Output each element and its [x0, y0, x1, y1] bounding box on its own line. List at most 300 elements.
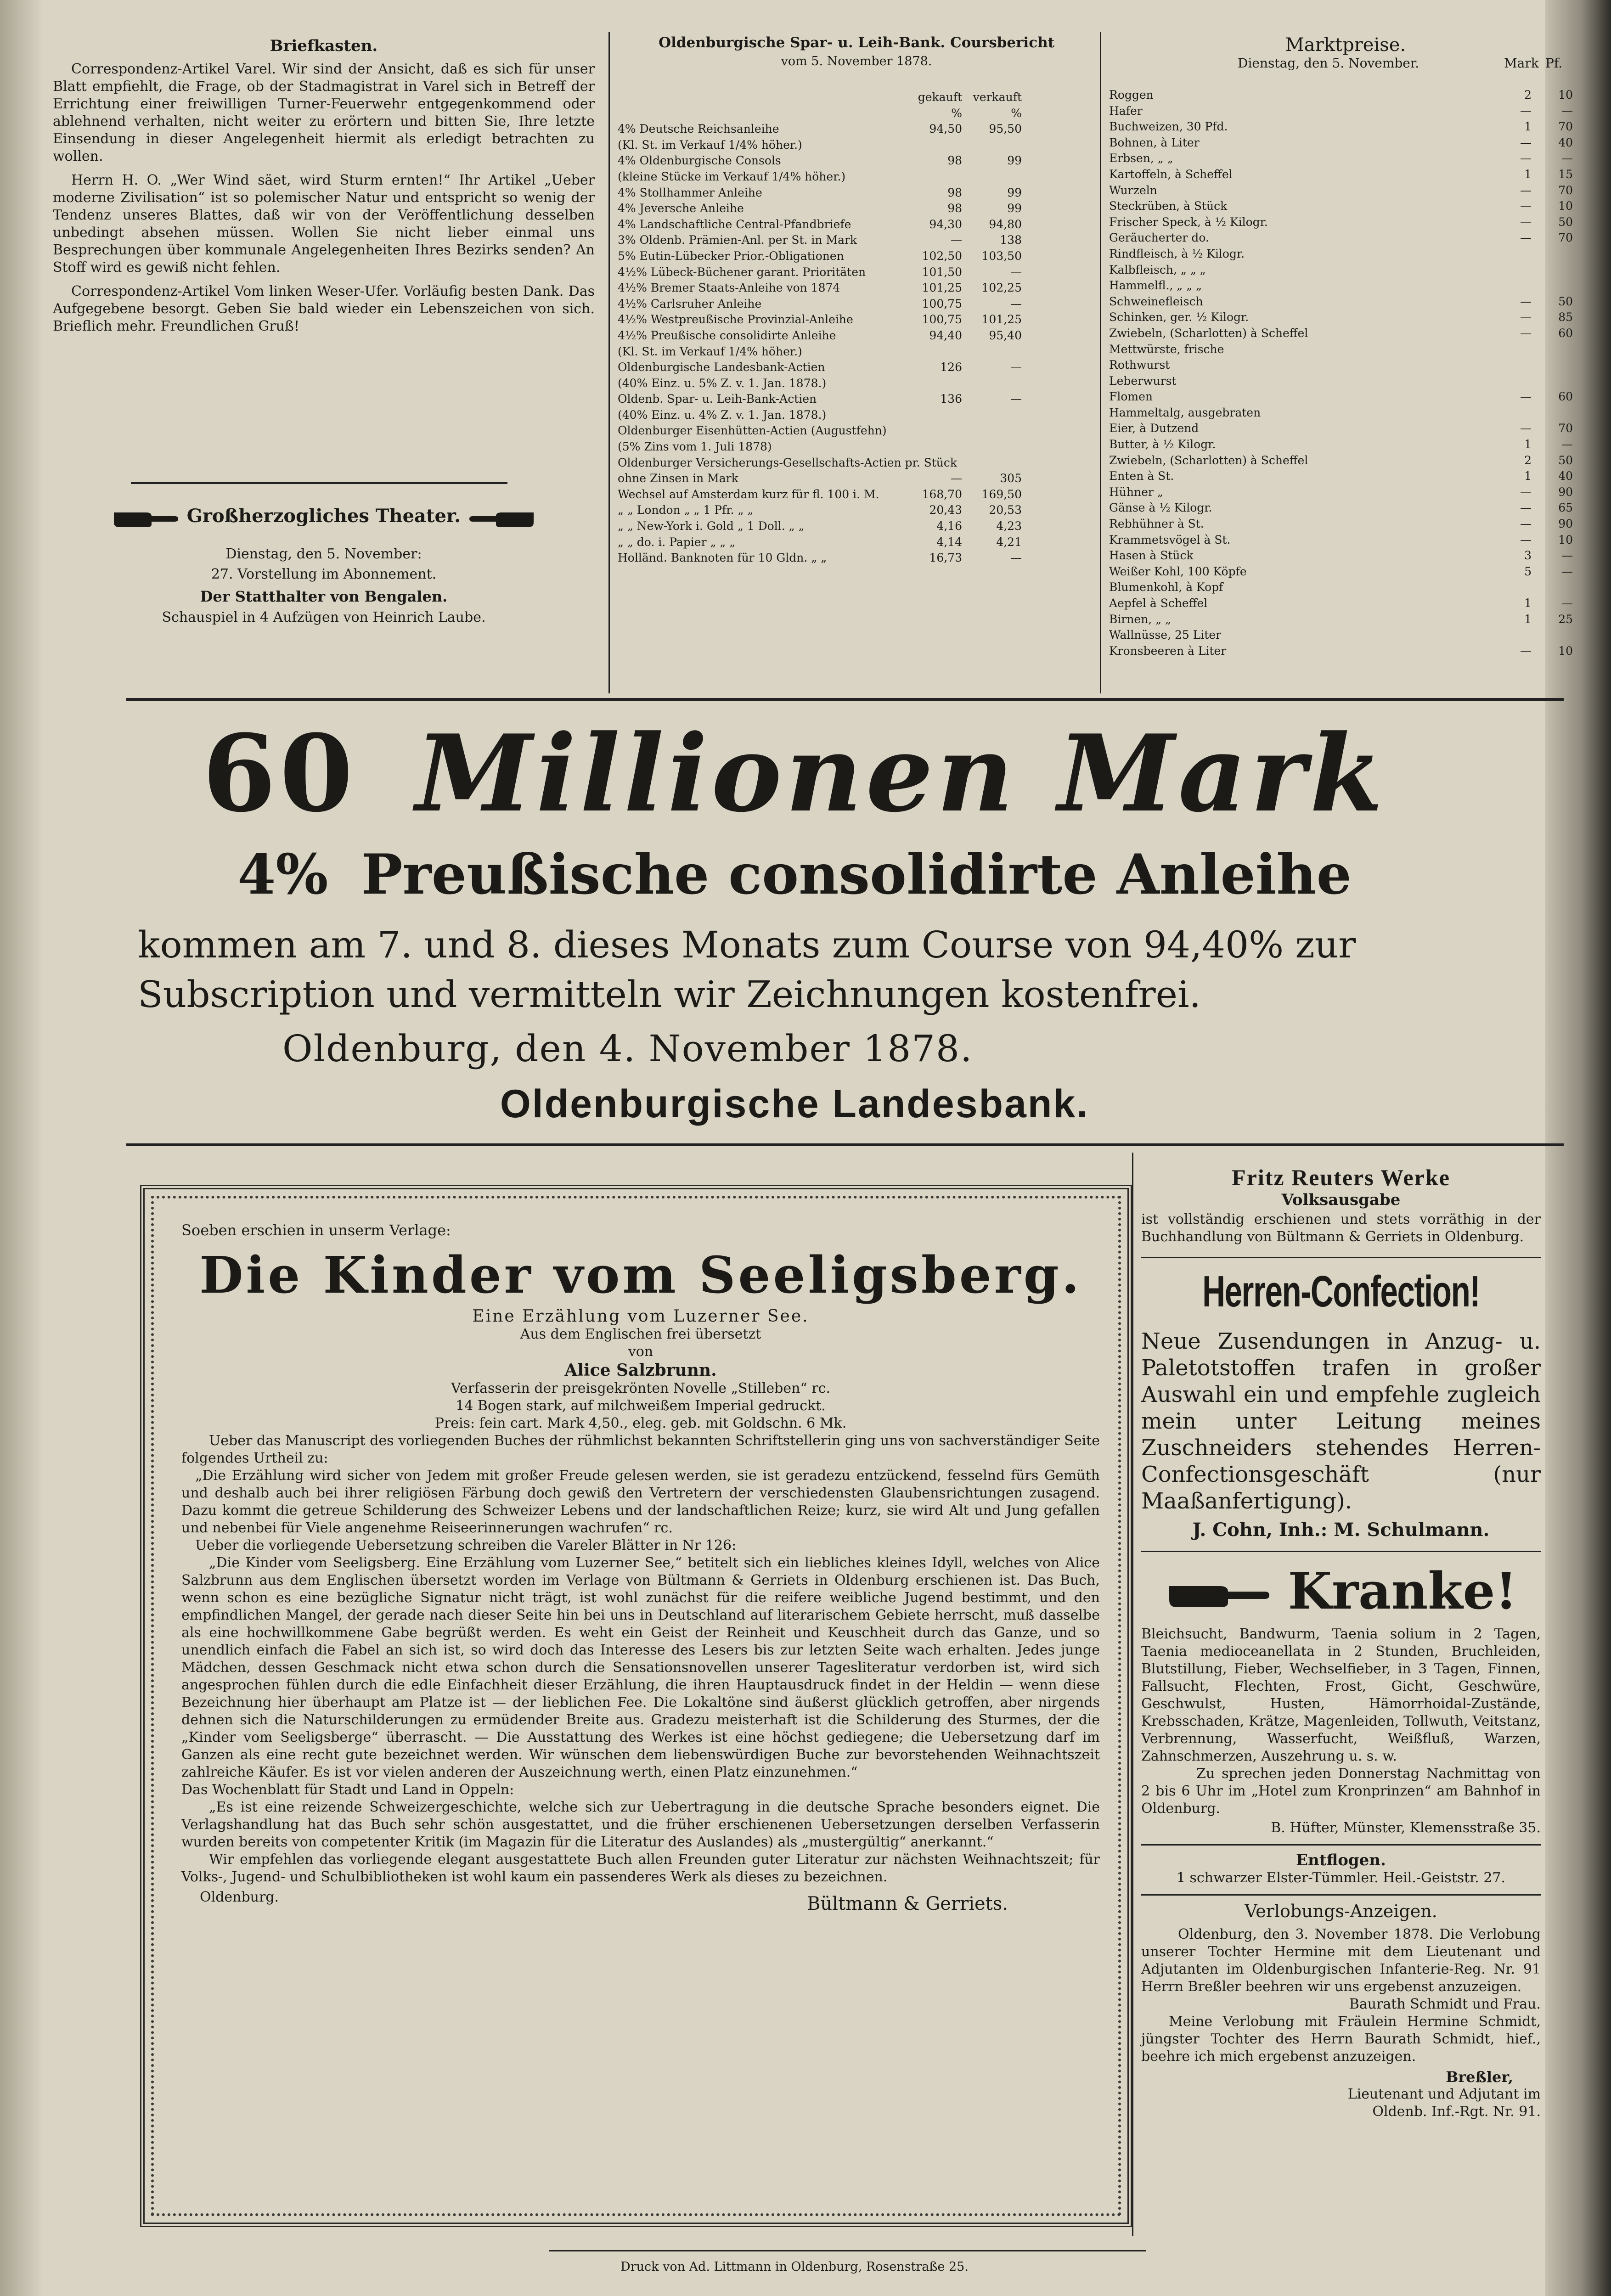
row-label: Wurzeln — [1109, 183, 1157, 197]
row-value: — — [1561, 549, 1573, 563]
kursbericht-row — [618, 407, 1095, 423]
book-subtitle: Eine Erzählung vom Luzerner See. — [472, 1307, 809, 1326]
marktpreise-row — [1109, 580, 1582, 596]
theater-performance: 27. Vorstellung im Abonnement. — [211, 566, 437, 582]
row-value: — — [1561, 152, 1573, 165]
row-value: 100,75 — [922, 313, 962, 326]
row-label: Krammetsvögel à St. — [1109, 533, 1231, 546]
book-intro: Soeben erschien in unserm Verlage: — [181, 1221, 451, 1239]
column-unit: % — [1011, 106, 1022, 120]
row-value: — — [1520, 485, 1532, 499]
row-label: Birnen, „ „ — [1109, 612, 1172, 626]
row-value: 70 — [1558, 120, 1573, 134]
row-value: 94,80 — [989, 217, 1022, 231]
entflogen-title: Entflogen. — [1296, 1851, 1386, 1869]
divider — [1141, 1257, 1541, 1258]
row-label: Leberwurst — [1109, 374, 1177, 388]
kursbericht-row — [618, 471, 1095, 487]
book-body: „Es ist eine reizende Schweizergeschichte, welche sich zur Uebertragung in die deutsche Sprache besonders eignet. Die Verlagshandlung hat das Buch sehr schön ausgestattet, und die früher erschienenen Uebersetzungen derselben Verfasserin wurden bereits von competenter Kritik (im Magazin für die Literatur des Auslandes) als „mustergültig“ anerkannt.“ — [181, 1799, 1100, 1850]
row-value: 102,50 — [922, 249, 962, 263]
marktpreise-date: Dienstag, den 5. November. — [1238, 56, 1419, 71]
book-place: Oldenburg. — [200, 1889, 279, 1905]
marktpreise-row — [1109, 405, 1582, 421]
kursbericht-row — [618, 360, 1095, 376]
row-label: Butter, à ½ Kilogr. — [1109, 438, 1216, 451]
row-label: (5% Zins vom 1. Juli 1878) — [618, 440, 772, 454]
marktpreise-row — [1109, 453, 1582, 469]
marktpreise-table — [1109, 87, 1582, 659]
right-ads-column — [1141, 1164, 1541, 2121]
briefkasten-title: Briefkasten. — [270, 37, 378, 55]
marktpreise-row — [1109, 198, 1582, 214]
row-value: 70 — [1558, 183, 1573, 197]
millionen-headline — [44, 712, 1545, 836]
row-value: 4,23 — [996, 519, 1022, 533]
book-format: 14 Bogen stark, auf milchweißem Imperial gedruckt. — [456, 1398, 826, 1414]
row-label: Kartoffeln, à Scheffel — [1109, 167, 1233, 181]
pointing-hand-icon — [112, 506, 180, 529]
row-value: 40 — [1558, 469, 1573, 483]
reuter-title: Fritz Reuters Werke — [1232, 1165, 1450, 1190]
pointing-hand-icon — [467, 506, 536, 529]
row-label: Hammelfl., „ „ „ — [1109, 279, 1202, 293]
kursbericht-row — [618, 264, 1095, 281]
row-value: 70 — [1558, 422, 1573, 435]
row-value: 4,21 — [996, 535, 1022, 549]
row-value: 126 — [940, 360, 962, 374]
row-value: 50 — [1558, 453, 1573, 467]
verlobung-body: Meine Verlobung mit Fräulein Hermine Schmidt, jüngster Tochter des Herrn Baurath Schmidt, hief., beehre ich mich ergebenst anzuzeigen. — [1141, 2014, 1541, 2065]
book-body: Das Wochenblatt für Stadt und Land in Oppeln: — [181, 1782, 514, 1798]
row-value: — — [1561, 104, 1573, 118]
kursbericht-row — [618, 296, 1095, 312]
confection-signature: J. Cohn, Inh.: M. Schulmann. — [1192, 1519, 1490, 1541]
row-value: — — [1010, 392, 1022, 406]
column-header: gekauft — [918, 90, 962, 104]
book-body: Ueber die vorliegende Uebersetzung schreiben die Vareler Blätter in Nr 126: — [195, 1537, 737, 1553]
kursbericht-row — [618, 217, 1095, 233]
row-label: Blumenkohl, à Kopf — [1109, 580, 1223, 594]
row-label: 5% Eutin-Lübecker Prior.-Obligationen — [618, 249, 844, 263]
book-body: Wir empfehlen das vorliegende elegant ausgestattete Buch allen Freunden guter Literatur zur nächsten Weihnachtszeit; für Volks-, Jugend- und Schulbibliotheken ist wohl kaum ein passenderes Werk als dieses zu bezeichnen. — [181, 1851, 1100, 1885]
marktpreise-row — [1109, 246, 1582, 262]
row-label: Eier, à Dutzend — [1109, 422, 1199, 435]
row-value: 1 — [1524, 438, 1532, 451]
kursbericht-row — [618, 423, 1095, 439]
kursbericht-row — [618, 169, 1095, 185]
divider — [1141, 1844, 1541, 1846]
row-label: Hasen à Stück — [1109, 549, 1194, 563]
row-value: 99 — [1007, 154, 1022, 168]
row-value: 10 — [1558, 533, 1573, 546]
row-value: 169,50 — [981, 487, 1022, 501]
kursbericht-table — [618, 90, 1095, 566]
book-translation: Aus dem Englischen frei übersetzt — [520, 1326, 761, 1342]
row-value: 15 — [1558, 167, 1573, 181]
kursbericht-header-row — [618, 90, 1095, 106]
kursbericht-row — [618, 455, 1095, 471]
row-label: 4% Oldenburgische Consols — [618, 154, 781, 168]
divider — [1141, 1894, 1541, 1896]
confection-body: Neue Zusendungen in Anzug- u. Paletotstoffen trafen in großer Auswahl ein und empfehle zugleich mein unter Leitung meines Zuschneiders stehendes Herren-Confectionsgeschäft (nur Maaßanfertigung). — [1141, 1328, 1541, 1514]
marktpreise-row — [1109, 278, 1582, 294]
row-value: 1 — [1524, 120, 1532, 134]
row-value: — — [1520, 390, 1532, 404]
row-value: — — [1010, 551, 1022, 565]
row-value: 3 — [1524, 549, 1532, 563]
kursbericht-row — [618, 137, 1095, 153]
row-value: — — [951, 233, 962, 247]
kursbericht-row — [618, 328, 1095, 344]
row-label: Oldenburger Eisenhütten-Actien (Augustfehn) — [618, 424, 887, 438]
kursbericht-row — [618, 487, 1095, 503]
kursbericht-row — [618, 185, 1095, 201]
marktpreise-row — [1109, 596, 1582, 612]
row-value: 40 — [1558, 135, 1573, 149]
row-value: — — [1520, 231, 1532, 245]
row-value: 2 — [1524, 88, 1532, 101]
row-label: Rebhühner à St. — [1109, 517, 1204, 531]
kursbericht-row — [618, 201, 1095, 217]
row-value: 90 — [1558, 517, 1573, 531]
theater-date: Dienstag, den 5. November: — [225, 546, 422, 562]
row-label: „ „ London „ „ 1 Pfr. „ „ — [618, 503, 754, 517]
column-header: Mark — [1504, 56, 1539, 71]
row-label: 3% Oldenb. Prämien-Anl. per St. in Mark — [618, 233, 857, 247]
verlobung-body: Oldenburg, den 3. November 1878. Die Verlobung unserer Tochter Hermine mit dem Lieutenant und Adjutanten im Oldenburgischen Infanterie-Reg. Nr. 91 Herrn Breßler beehren wir uns ergebenst anzuzeigen. — [1141, 1926, 1541, 1995]
kursbericht-row — [618, 280, 1095, 296]
marktpreise-row — [1109, 214, 1582, 231]
row-value: 138 — [1000, 233, 1022, 247]
marktpreise-row — [1109, 326, 1582, 342]
marktpreise-row — [1109, 532, 1582, 548]
kursbericht-title: Oldenburgische Spar- u. Leih-Bank. Coursbericht — [659, 34, 1054, 51]
book-footer — [181, 1889, 1100, 1916]
row-label: Weißer Kohl, 100 Köpfe — [1109, 564, 1247, 578]
kursbericht-row — [618, 312, 1095, 328]
row-value: 98 — [947, 154, 962, 168]
marktpreise-row — [1109, 612, 1582, 628]
row-label: Oldenb. Spar- u. Leih-Bank-Actien — [618, 392, 817, 406]
verlobung-signature: Baurath Schmidt und Frau. — [1349, 1996, 1541, 2012]
row-value: 102,25 — [981, 281, 1022, 295]
book-body: „Die Erzählung wird sicher von Jedem mit großer Freude gelesen werden, sie ist geradezu entzückend, fesselnd fürs Gemüth und deshalb auch bei ihrer religiösen Färbung doch gewiß den Vertretern der verschiedensten Glaubensrichtungen zusagend. Dazu kommt die getreue Schilderung des Schweizer Lebens und der landschaftlichen Reize; kurz, sie wird Alt und Jung gefallen und nebenbei für Viele angenehme Reiseerinnerungen wachrufen“ rc. — [181, 1468, 1100, 1536]
kranke-body: Bleichsucht, Bandwurm, Taenia solium in 2 Tagen, Taenia medioceanellata in 2 Stunden, Bruchleiden, Blutstillung, Fieber, Wechselfieber, in 3 Tagen, Finnen, Fallsucht, Flechten, Frost, Gicht, Geschwüre, Geschwulst, Husten, Hämorrhoidal-Zustände, Krebsschaden, Krätze, Magenleiden, Tollwuth, Veitstanz, Verbrennung, Wasserfucht, Weißfluß, Warzen, Zahnschmerzen, Auszehrung u. s. w. — [1141, 1626, 1541, 1764]
subhead-percent: 4% — [237, 842, 328, 907]
reuter-body: ist vollständig erschienen und stets vorräthig in der Buchhandlung von Bültmann & Gerriets in Oldenburg. — [1141, 1211, 1541, 1245]
row-value: 101,25 — [922, 281, 962, 295]
column-unit: % — [951, 106, 962, 120]
row-value: — — [1010, 265, 1022, 279]
row-value: 50 — [1558, 294, 1573, 308]
kursbericht-section — [618, 34, 1095, 565]
book-title: Die Kinder vom Seeligsberg. — [199, 1245, 1082, 1305]
row-value: 305 — [1000, 472, 1022, 485]
row-value: — — [1520, 501, 1532, 515]
column-rule — [608, 32, 610, 693]
marktpreise-row — [1109, 262, 1582, 278]
kursbericht-row — [618, 376, 1095, 392]
row-label: 4% Landschaftliche Central-Pfandbriefe — [618, 217, 851, 231]
row-label: „ „ do. i. Papier „ „ „ — [618, 535, 736, 549]
book-von: von — [628, 1344, 653, 1360]
briefkasten-section — [53, 37, 595, 335]
row-value: 103,50 — [981, 249, 1022, 263]
row-label: „ „ New-York i. Gold „ 1 Doll. „ „ — [618, 519, 805, 533]
row-value: — — [1520, 326, 1532, 340]
kranke-heading — [1141, 1561, 1541, 1621]
kursbericht-row — [618, 502, 1095, 518]
marktpreise-row — [1109, 500, 1582, 516]
row-label: Mettwürste, frische — [1109, 342, 1224, 356]
row-value: 99 — [1007, 202, 1022, 215]
marktpreise-title: Marktpreise. — [1285, 34, 1406, 56]
column-rule — [1100, 32, 1101, 693]
buchanzeige-section — [181, 1221, 1100, 1916]
row-label: Geräucherter do. — [1109, 231, 1209, 245]
row-label: Zwiebeln, (Scharlotten) à Scheffel — [1109, 326, 1308, 340]
row-label: Rindfleisch, à ½ Kilogr. — [1109, 247, 1245, 260]
row-label: Hühner „ — [1109, 485, 1163, 499]
row-value: 98 — [947, 202, 962, 215]
row-label: Frischer Speck, à ½ Kilogr. — [1109, 215, 1268, 229]
row-value: — — [1010, 360, 1022, 374]
verlobung-signature-line: Oldenb. Inf.-Rgt. Nr. 91. — [1372, 2104, 1541, 2120]
theater-play: Der Statthalter von Bengalen. — [200, 588, 448, 605]
row-value: 100,75 — [922, 297, 962, 310]
row-value: 20,53 — [989, 503, 1022, 517]
row-value: 4,14 — [936, 535, 962, 549]
row-label: Kronsbeeren à Liter — [1109, 644, 1227, 658]
row-value: 10 — [1558, 644, 1573, 658]
row-value: — — [1561, 564, 1573, 578]
kursbericht-row — [618, 232, 1095, 248]
book-publisher: Bültmann & Gerriets. — [806, 1893, 1008, 1914]
marktpreise-row — [1109, 135, 1582, 151]
subhead-text: Preußische consolidirte Anleihe — [361, 842, 1352, 907]
marktpreise-row — [1109, 294, 1582, 310]
row-label: ohne Zinsen in Mark — [618, 472, 738, 485]
row-label: Holländ. Banknoten für 10 Gldn. „ „ — [618, 551, 827, 565]
marktpreise-section — [1109, 34, 1582, 658]
row-value: 85 — [1558, 310, 1573, 324]
row-value: — — [1520, 310, 1532, 324]
marktpreise-row — [1109, 373, 1582, 389]
anzeige-millionen — [44, 712, 1545, 1131]
theater-description: Schauspiel in 4 Aufzügen von Heinrich Laube. — [162, 609, 486, 625]
marktpreise-row — [1109, 484, 1582, 501]
row-value: 90 — [1558, 485, 1573, 499]
row-label: (kleine Stücke im Verkauf 1/4% höher.) — [618, 169, 846, 183]
briefkasten-paragraph: Correspondenz-Artikel Varel. Wir sind der Ansicht, daß es sich für unser Blatt empfiehlt, die Frage, ob der Stadmagistrat in Varel sich in Betreff der Errichtung einer freiwilligen Turner-Feuerwehr entgegenkommend oder ablehnend verhalten, nicht weiter zu erörtern und bitten Sie, Ihre letzte Einsendung in dieser Angelegenheit hiermit als erledigt betrachten zu wollen. — [53, 61, 595, 164]
book-body: „Die Kinder vom Seeligsberg. Eine Erzählung vom Luzerner See,“ betitelt sich ein liebliches kleines Idyll, welches von Alice Salzbrunn aus dem Englischen übersetzt worden im Verlage von Bültmann & Gerriets in Oldenburg erschienen ist. Das Buch, wenn schon es eine bezügliche Signatur nicht trägt, ist wohl zunächst für die reifere weibliche Jugend bestimmt, und den empfindlichen Mangel, der gerade nach dieser Seite hin bei uns in Deutschland auf literarischem Gebiete herrscht, muß dasselbe als eine hochwillkommene Gabe begrüßt werden. Es weht ein Geist der Reinheit und Keuschheit durch das Ganze, und so unendlich einfach die Fabel an sich ist, so wird doch das Interesse des Lesers bis zur letzten Seite wach erhalten. Jedes junge Mädchen, dessen Geschmack nicht etwa schon durch die Sensationsnovellen unserer Tagesliteratur verdorben ist, wird sich angesprochen fühlen durch die edle Einfachheit dieser Erzählung, die ihren Hauptausdruck findet in der Heldin — wenn diese Bezeichnung hier überhaupt am Platze ist — der lieblichen Fee. Die Lokaltöne sind äußerst glücklich getroffen, aber nirgends dehnen sich die Naturschilderungen zu ermüdender Breite aus. Gradezu meisterhaft ist die Schilderung des Sturmes, der die „Kinder vom Seeligsberge“ überrascht. — Die Ausstattung des Werkes ist eine höchst gediegene; die Uebersetzung darf im Ganzen als eine recht gute bezeichnet werden. Wir wünschen dem liebenswürdigen Buche zur bevorstehenden Weihnachtszeit zahlreiche Käufer. Es ist vor vielen anderen der Auszeichnung werth, einen Platz einzunehmen.“ — [181, 1555, 1100, 1780]
scan-left-shadow — [0, 0, 44, 2296]
row-label: Kalbfleisch, „ „ „ — [1109, 263, 1206, 276]
millionen-body: kommen am 7. und 8. dieses Monats zum Course von 94,40% zur Subscription und vermitteln wir Zeichnungen kostenfrei. — [138, 923, 1356, 1016]
kursbericht-row — [618, 121, 1095, 137]
row-label: Flomen — [1109, 390, 1153, 404]
row-label: Aepfel à Scheffel — [1109, 597, 1208, 610]
row-value: 10 — [1558, 199, 1573, 213]
book-price: Preis: fein cart. Mark 4,50., eleg. geb. mit Goldschn. 6 Mk. — [434, 1415, 847, 1431]
marktpreise-row — [1109, 643, 1582, 659]
column-rule — [1132, 1153, 1133, 2236]
marktpreise-row — [1109, 103, 1582, 119]
row-label: (Kl. St. im Verkauf 1/4% höher.) — [618, 138, 802, 152]
row-label: Roggen — [1109, 88, 1154, 101]
row-label: 4½% Bremer Staats-Anleihe von 1874 — [618, 281, 840, 295]
marktpreise-row — [1109, 516, 1582, 532]
marktpreise-row — [1109, 357, 1582, 373]
row-label: Erbsen, „ „ — [1109, 152, 1173, 165]
row-value: 168,70 — [922, 487, 962, 501]
row-value: — — [1520, 294, 1532, 308]
row-value: 60 — [1558, 390, 1573, 404]
marktpreise-row — [1109, 119, 1582, 135]
divider — [131, 482, 507, 484]
marktpreise-row — [1109, 389, 1582, 405]
row-value: 2 — [1524, 453, 1532, 467]
entflogen-body: 1 schwarzer Elster-Tümmler. Heil.-Geiststr. 27. — [1176, 1870, 1506, 1886]
row-label: 4½% Preußische consolidirte Anleihe — [618, 328, 836, 342]
row-value: — — [1520, 199, 1532, 213]
row-value: 50 — [1558, 215, 1573, 229]
row-label: Schinken, ger. ½ Kilogr. — [1109, 310, 1249, 324]
row-value: 1 — [1524, 469, 1532, 483]
row-label: Bohnen, à Liter — [1109, 135, 1200, 149]
briefkasten-paragraph: Correspondenz-Artikel Vom linken Weser-Ufer. Vorläufig besten Dank. Das Aufgegebene besorgt. Geben Sie bald wieder ein Lebenszeichen von sich. Brieflich mehr. Freundlichen Gruß! — [53, 283, 595, 334]
kursbericht-row — [618, 248, 1095, 264]
marktpreise-row — [1109, 342, 1582, 358]
newspaper-page — [44, 18, 1573, 2296]
row-value: — — [1520, 215, 1532, 229]
row-label: 4% Jeversche Anleihe — [618, 202, 744, 215]
footer-rule — [549, 2250, 1146, 2251]
marktpreise-row — [1109, 167, 1582, 183]
row-value: — — [1520, 644, 1532, 658]
marktpreise-row — [1109, 627, 1582, 643]
kursbericht-row — [618, 439, 1095, 455]
row-value: — — [1520, 135, 1532, 149]
column-header: verkauft — [973, 90, 1022, 104]
millionen-subhead — [44, 840, 1545, 909]
row-label: 4% Deutsche Reichsanleihe — [618, 122, 779, 136]
marktpreise-row — [1109, 310, 1582, 326]
row-label: Enten à St. — [1109, 469, 1174, 483]
row-value: 20,43 — [929, 503, 962, 517]
row-label: Rothwurst — [1109, 358, 1170, 372]
row-label: Gänse à ½ Kilogr. — [1109, 501, 1212, 515]
marktpreise-row — [1109, 87, 1582, 103]
row-label: Zwiebeln, (Scharlotten) à Scheffel — [1109, 453, 1308, 467]
row-value: 60 — [1558, 326, 1573, 340]
marktpreise-row — [1109, 151, 1582, 167]
verlobung-title: Verlobungs-Anzeigen. — [1245, 1901, 1437, 1921]
column-header: Pf. — [1545, 56, 1563, 71]
row-value: 16,73 — [929, 551, 962, 565]
kursbericht-row — [618, 344, 1095, 360]
headline-number: 60 — [202, 712, 357, 836]
book-body: Ueber das Manuscript des vorliegenden Buches der rühmlichst bekannten Schriftstellerin ging uns von sachverständiger Seite folgendes Urtheil zu: — [181, 1433, 1100, 1466]
kursbericht-row — [618, 550, 1095, 566]
book-author-note: Verfasserin der preisgekrönten Novelle „Stilleben“ rc. — [451, 1380, 830, 1396]
section-divider — [126, 1143, 1564, 1146]
pointing-hand-icon — [1165, 1577, 1270, 1614]
kursbericht-row — [618, 153, 1095, 169]
row-value: — — [1520, 517, 1532, 531]
millionen-signature: Oldenburgische Landesbank. — [500, 1082, 1089, 1126]
row-label: Hammeltalg, ausgebraten — [1109, 405, 1261, 419]
row-label: 4½% Carlsruher Anleihe — [618, 297, 762, 310]
row-label: (Kl. St. im Verkauf 1/4% höher.) — [618, 344, 802, 358]
row-value: 101,25 — [981, 313, 1022, 326]
row-value: 1 — [1524, 612, 1532, 626]
row-value: — — [951, 472, 962, 485]
marktpreise-row — [1109, 437, 1582, 453]
marktpreise-row — [1109, 183, 1582, 199]
row-value: 98 — [947, 186, 962, 199]
row-value: 70 — [1558, 231, 1573, 245]
row-label: Wallnüsse, 25 Liter — [1109, 628, 1222, 642]
row-value: — — [1520, 422, 1532, 435]
marktpreise-row — [1109, 468, 1582, 484]
row-label: Wechsel auf Amsterdam kurz für fl. 100 i. M. — [618, 487, 879, 501]
row-value: 99 — [1007, 186, 1022, 199]
row-label: (40% Einz. u. 5% Z. v. 1. Jan. 1878.) — [618, 376, 827, 390]
kranke-body: Zu sprechen jeden Donnerstag Nachmittag von 2 bis 6 Uhr im „Hotel zum Kronprinzen“ am Bahnhof in Oldenburg. — [1141, 1766, 1541, 1817]
row-value: — — [1520, 183, 1532, 197]
row-value: — — [1520, 104, 1532, 118]
row-value: 4,16 — [936, 519, 962, 533]
kursbericht-row — [618, 391, 1095, 407]
marktpreise-row — [1109, 230, 1582, 246]
row-label: 4½% Lübeck-Büchener garant. Prioritäten — [618, 265, 866, 279]
row-label: Hafer — [1109, 104, 1143, 118]
confection-title: Herren-Confection! — [1202, 1267, 1480, 1316]
row-value: — — [1561, 438, 1573, 451]
kursbericht-row — [618, 535, 1095, 551]
kursbericht-date: vom 5. November 1878. — [781, 54, 932, 68]
row-value: — — [1010, 297, 1022, 310]
row-value: — — [1561, 597, 1573, 610]
headline-words: Millionen Mark — [415, 712, 1387, 836]
marktpreise-row — [1109, 421, 1582, 437]
row-label: Buchweizen, 30 Pfd. — [1109, 120, 1228, 134]
theater-heading — [53, 505, 595, 529]
row-value: — — [1520, 152, 1532, 165]
verlobung-signature: Breßler, — [1446, 2068, 1513, 2086]
marktpreise-row — [1109, 548, 1582, 564]
row-label: Schweinefleisch — [1109, 294, 1203, 308]
marktpreise-date-row — [1109, 56, 1582, 72]
row-value: — — [1520, 533, 1532, 546]
printer-imprint: Druck von Ad. Littmann in Oldenburg, Rosenstraße 25. — [620, 2260, 969, 2274]
row-value: 95,40 — [989, 328, 1022, 342]
row-value: 1 — [1524, 167, 1532, 181]
row-value: 94,40 — [929, 328, 962, 342]
row-value: 1 — [1524, 597, 1532, 610]
kursbericht-unit-row — [618, 106, 1095, 122]
row-value: 10 — [1558, 88, 1573, 101]
row-value: 25 — [1558, 612, 1573, 626]
kursbericht-row — [618, 518, 1095, 535]
reuter-subtitle: Volksausgabe — [1281, 1191, 1401, 1209]
row-label: Oldenburgische Landesbank-Actien — [618, 360, 825, 374]
row-value: 5 — [1524, 564, 1532, 578]
verlobung-signature-line: Lieutenant und Adjutant im — [1347, 2086, 1541, 2102]
section-divider — [126, 698, 1564, 701]
kranke-signature: B. Hüfter, Münster, Klemensstraße 35. — [1271, 1820, 1541, 1836]
